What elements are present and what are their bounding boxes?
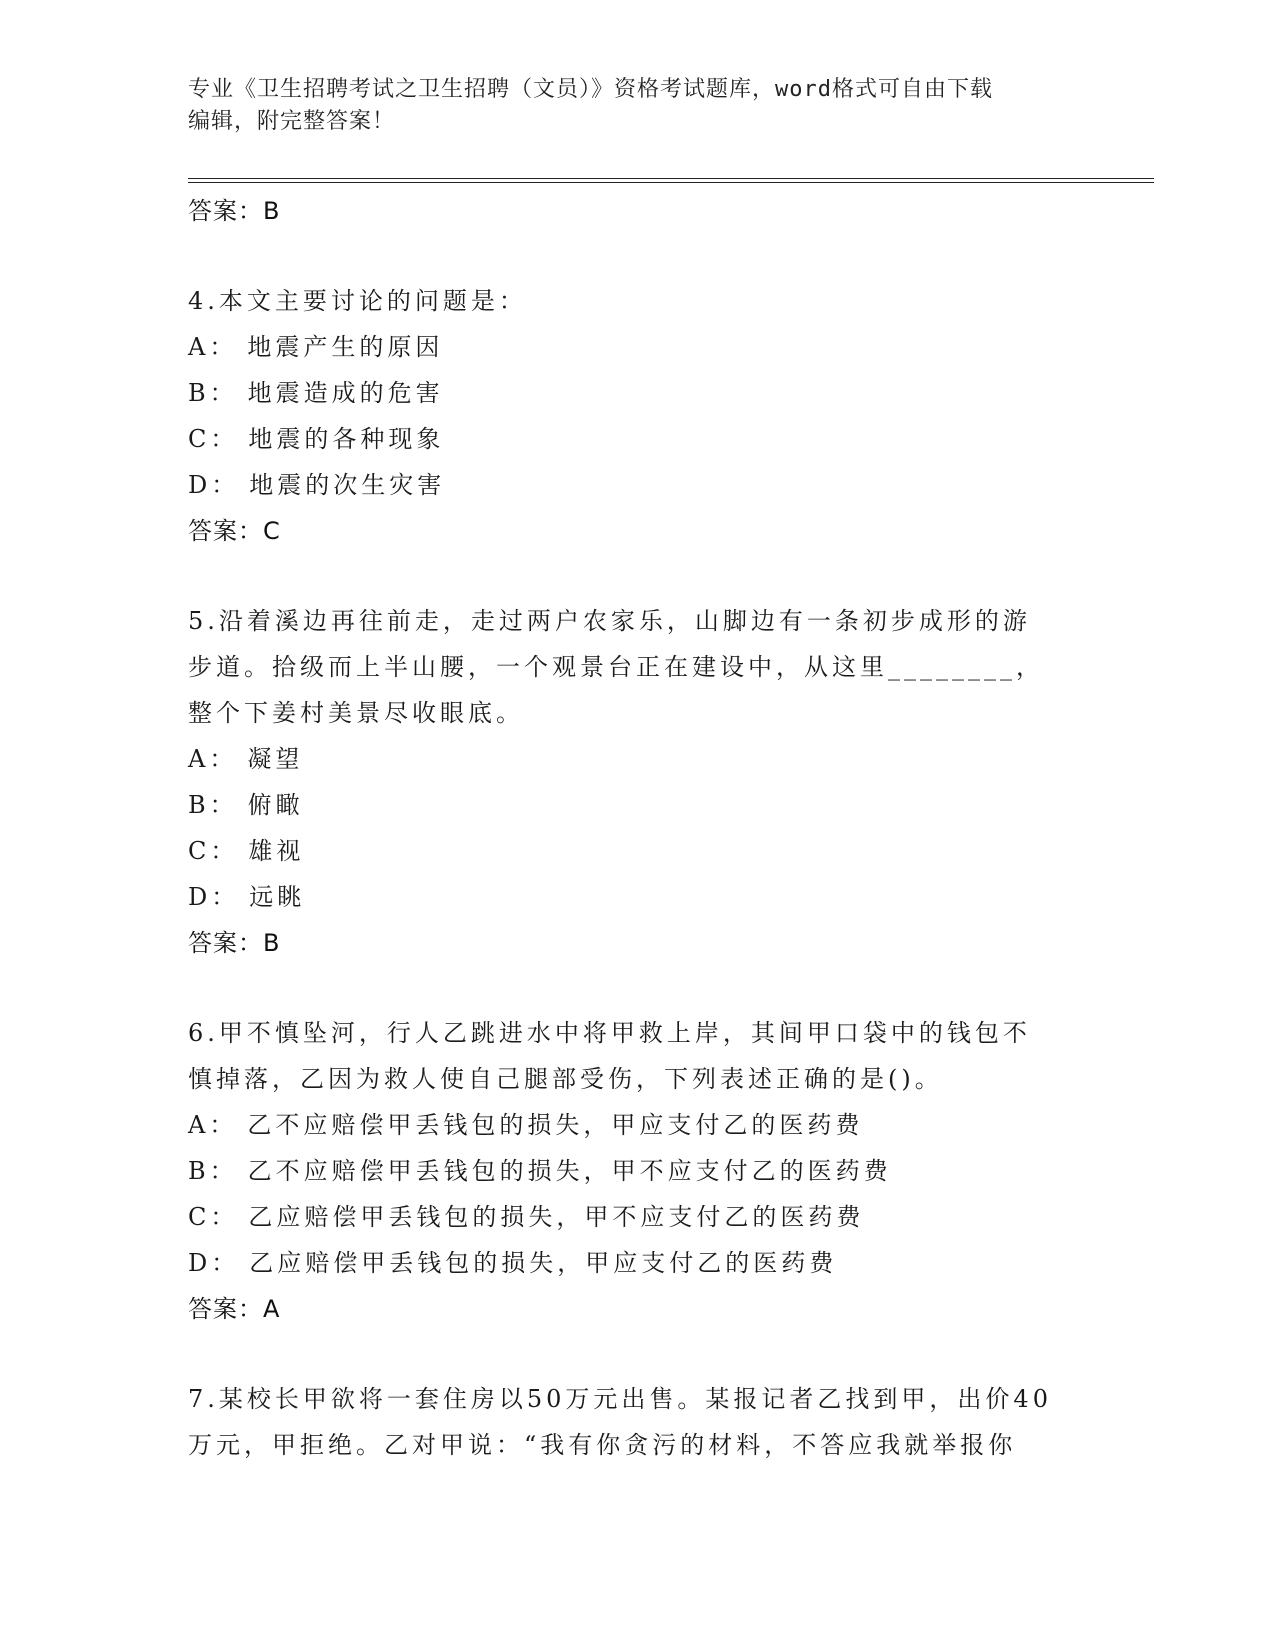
option-d: [188, 1240, 1088, 1286]
option-c: [188, 828, 1088, 874]
stem-line: 5.沿着溪边再往前走，走过两户农家乐，山脚边有一条初步成形的游: [188, 607, 1031, 635]
option-key: B：: [188, 791, 238, 819]
option-b: [188, 370, 1088, 416]
stem-line: 7.某校长甲欲将一套住房以50万元出售。某报记者乙找到甲，出价40: [188, 1385, 1052, 1413]
option-text: 乙不应赔偿甲丢钱包的损失，甲应支付乙的医药费: [247, 1111, 864, 1139]
option-text: 乙不应赔偿甲丢钱包的损失，甲不应支付乙的医药费: [247, 1157, 892, 1185]
question-4: [188, 278, 1088, 554]
option-text: 俯瞰: [247, 791, 304, 819]
spacer: [188, 966, 1088, 1010]
stem-line: 慎掉落，乙因为救人使自己腿部受伤，下列表述正确的是()。: [188, 1065, 943, 1093]
option-text: 乙应赔偿甲丢钱包的损失，甲不应支付乙的医药费: [248, 1203, 865, 1231]
option-b: [188, 1148, 1088, 1194]
option-key: D：: [188, 471, 240, 499]
answer-q5: 答案：B: [188, 929, 281, 957]
stem-line: 4.本文主要讨论的问题是：: [188, 287, 527, 315]
option-a: [188, 324, 1088, 370]
option-text: 远眺: [249, 883, 306, 911]
answer-q4: 答案：C: [188, 517, 281, 545]
header-title-line-2: 编辑，附完整答案！: [188, 109, 396, 134]
option-text: 凝望: [247, 745, 304, 773]
option-text: 地震造成的危害: [247, 379, 444, 407]
question-stem: [188, 278, 1088, 324]
stem-line: 步道。拾级而上半山腰，一个观景台正在建设中，从这里________，: [188, 653, 1044, 681]
option-key: B：: [188, 1157, 238, 1185]
option-text: 地震的各种现象: [248, 425, 445, 453]
option-key: A：: [188, 333, 238, 361]
option-c: [188, 416, 1088, 462]
question-7: [188, 1376, 1088, 1468]
header-title-line-1: 专业《卫生招聘考试之卫生招聘（文员）》资格考试题库，word格式可自由下载: [188, 77, 993, 102]
spacer: [188, 234, 1088, 278]
option-text: 地震产生的原因: [247, 333, 444, 361]
option-d: [188, 874, 1088, 920]
question-5: [188, 598, 1088, 966]
stem-line: 整个下姜村美景尽收眼底。: [188, 699, 524, 727]
question-stem: [188, 1376, 1088, 1468]
question-stem: [188, 1010, 1088, 1102]
question-stem: [188, 598, 1088, 736]
option-key: A：: [188, 1111, 238, 1139]
option-key: B：: [188, 379, 238, 407]
spacer: [188, 554, 1088, 598]
option-text: 地震的次生灾害: [249, 471, 446, 499]
question-list: [188, 188, 1088, 1468]
answer-q6: 答案：A: [188, 1295, 281, 1323]
option-c: [188, 1194, 1088, 1240]
option-key: A：: [188, 745, 238, 773]
option-key: C：: [188, 837, 239, 865]
option-key: D：: [188, 1249, 240, 1277]
option-key: D：: [188, 883, 240, 911]
option-a: [188, 1102, 1088, 1148]
stem-line: 万元，甲拒绝。乙对甲说：“我有你贪污的材料，不答应我就举报你: [188, 1431, 1017, 1459]
option-d: [188, 462, 1088, 508]
option-text: 乙应赔偿甲丢钱包的损失，甲应支付乙的医药费: [249, 1249, 838, 1277]
option-key: C：: [188, 1203, 239, 1231]
option-b: [188, 782, 1088, 828]
option-text: 雄视: [248, 837, 305, 865]
document-header: [188, 74, 1088, 138]
stem-line: 6.甲不慎坠河，行人乙跳进水中将甲救上岸，其间甲口袋中的钱包不: [188, 1019, 1031, 1047]
header-divider-top: [188, 178, 1154, 179]
answer-q3: 答案：B: [188, 197, 281, 225]
question-6: [188, 1010, 1088, 1332]
spacer: [188, 1332, 1088, 1376]
option-a: [188, 736, 1088, 782]
option-key: C：: [188, 425, 239, 453]
header-divider-bottom: [188, 182, 1154, 183]
